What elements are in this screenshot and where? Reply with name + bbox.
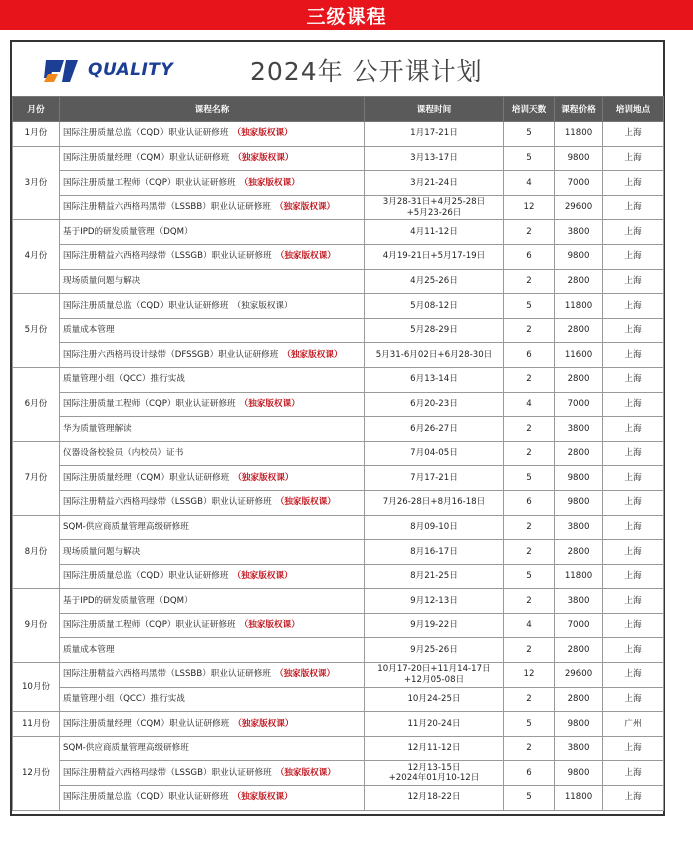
course-name-cell: [60, 417, 365, 442]
course-price-cell: 3800: [555, 589, 603, 614]
training-location-cell: 上海: [603, 540, 664, 565]
training-days-cell: 6: [504, 244, 555, 269]
table-row: [13, 343, 664, 368]
course-price-cell: 3800: [555, 417, 603, 442]
course-name-cell: [60, 663, 365, 688]
course-name: 质量成本管理: [63, 325, 115, 336]
training-days-cell: 2: [504, 318, 555, 343]
training-days-cell: 2: [504, 367, 555, 392]
course-name: 仪器设备校验员（内校员）证书: [63, 448, 184, 459]
training-days-cell: 5: [504, 564, 555, 589]
course-name: 国际注册质量经理（CQM）职业认证研修班: [63, 472, 230, 483]
training-days-cell: 6: [504, 490, 555, 515]
training-days-cell: 2: [504, 638, 555, 663]
course-name: 国际注册质量工程师（CQP）职业认证研修班: [63, 398, 236, 409]
training-days-cell: 5: [504, 294, 555, 319]
training-location-cell: 上海: [603, 589, 664, 614]
month-cell: 10月份: [13, 663, 60, 712]
training-days-cell: 5: [504, 146, 555, 171]
training-days-cell: 12: [504, 195, 555, 220]
course-name-cell: [60, 294, 365, 319]
course-price-cell: 3800: [555, 736, 603, 761]
training-location-cell: 上海: [603, 564, 664, 589]
sheet-header: [12, 42, 663, 96]
course-price-cell: 2800: [555, 540, 603, 565]
month-cell: 5月份: [13, 294, 60, 368]
column-header-time: 课程时间: [365, 97, 504, 122]
training-location-cell: 上海: [603, 736, 664, 761]
banner-title: 三级课程: [306, 5, 387, 28]
training-days-cell: 6: [504, 343, 555, 368]
course-time-cell: 5月08-12日: [365, 294, 504, 319]
exclusive-tag: （独家版权课）: [275, 497, 336, 508]
training-location-cell: 上海: [603, 171, 664, 196]
course-name: 华为质量管理解读: [63, 423, 132, 434]
course-name: 国际注册质量工程师（CQP）职业认证研修班: [63, 620, 236, 631]
course-name: 国际注册六西格玛设计绿带（DFSSGB）职业认证研修班: [63, 349, 279, 360]
training-location-cell: 上海: [603, 786, 664, 811]
course-name: 基于IPD的研发质量管理（DQM）: [63, 595, 193, 606]
course-name-cell: [60, 540, 365, 565]
column-header-month: 月份: [13, 97, 60, 122]
month-cell: 1月份: [13, 122, 60, 147]
course-time-cell: 9月19-22日: [365, 613, 504, 638]
month-cell: 3月份: [13, 146, 60, 220]
table-row: [13, 540, 664, 565]
course-name-cell: [60, 122, 365, 147]
table-row: [13, 712, 664, 737]
training-location-cell: 广州: [603, 712, 664, 737]
course-name: 国际注册精益六西格玛绿带（LSSGB）职业认证研修班: [63, 497, 272, 508]
table-header-row: [13, 97, 664, 122]
course-price-cell: 2800: [555, 318, 603, 343]
course-price-cell: 11800: [555, 786, 603, 811]
course-name: SQM-供应商质量管理高级研修班: [63, 743, 189, 754]
course-time-cell: 3月13-17日: [365, 146, 504, 171]
month-cell: 4月份: [13, 220, 60, 294]
training-location-cell: 上海: [603, 613, 664, 638]
course-name: 现场质量问题与解决: [63, 275, 141, 286]
course-time-cell: 6月26-27日: [365, 417, 504, 442]
course-price-cell: 7000: [555, 171, 603, 196]
course-price-cell: 3800: [555, 515, 603, 540]
exclusive-tag: （独家版权课）: [275, 767, 336, 778]
course-time-cell: 3月21-24日: [365, 171, 504, 196]
course-time-cell: 7月04-05日: [365, 441, 504, 466]
training-days-cell: 2: [504, 417, 555, 442]
month-cell: 7月份: [13, 441, 60, 515]
course-name: 国际注册精益六西格玛绿带（LSSGB）职业认证研修班: [63, 251, 272, 262]
training-location-cell: 上海: [603, 146, 664, 171]
training-location-cell: 上海: [603, 515, 664, 540]
training-location-cell: 上海: [603, 638, 664, 663]
training-days-cell: 5: [504, 712, 555, 737]
page-title: 2024年 公开课计划: [250, 57, 483, 86]
course-time-cell: 8月16-17日: [365, 540, 504, 565]
column-header-course: 课程名称: [60, 97, 365, 122]
month-cell: 11月份: [13, 712, 60, 737]
course-name-cell: [60, 490, 365, 515]
table-row: [13, 294, 664, 319]
table-row: [13, 687, 664, 712]
course-name: SQM-供应商质量管理高级研修班: [63, 521, 189, 532]
exclusive-tag: （独家版权课）: [275, 251, 336, 262]
course-name: 国际注册质量总监（CQD）职业认证研修班: [63, 300, 229, 311]
training-location-cell: 上海: [603, 663, 664, 688]
course-time-cell: 8月09-10日: [365, 515, 504, 540]
table-row: [13, 663, 664, 688]
table-row: [13, 564, 664, 589]
course-price-cell: 11800: [555, 294, 603, 319]
company-logo: [42, 56, 173, 84]
course-time-cell: 5月28-29日: [365, 318, 504, 343]
training-days-cell: 5: [504, 786, 555, 811]
course-name-cell: [60, 786, 365, 811]
course-price-cell: 2800: [555, 367, 603, 392]
course-price-cell: 7000: [555, 392, 603, 417]
course-name-cell: [60, 220, 365, 245]
training-location-cell: 上海: [603, 417, 664, 442]
course-name-cell: [60, 712, 365, 737]
course-name-cell: [60, 171, 365, 196]
training-days-cell: 2: [504, 220, 555, 245]
course-name: 国际注册质量总监（CQD）职业认证研修班: [63, 792, 229, 803]
table-row: [13, 466, 664, 491]
course-time-cell: 9月25-26日: [365, 638, 504, 663]
training-days-cell: 12: [504, 663, 555, 688]
course-name-cell: [60, 761, 365, 786]
course-name-cell: [60, 392, 365, 417]
course-name-cell: [60, 613, 365, 638]
course-time-cell: 6月13-14日: [365, 367, 504, 392]
table-row: [13, 318, 664, 343]
table-row: [13, 392, 664, 417]
course-time-cell: 10月24-25日: [365, 687, 504, 712]
month-cell: 6月份: [13, 367, 60, 441]
month-cell: 12月份: [13, 736, 60, 810]
course-time-cell: 10月17-20日+11月14-17日 +12月05-08日: [365, 663, 504, 688]
table-row: [13, 417, 664, 442]
course-name: 质量成本管理: [63, 644, 115, 655]
course-name: 国际注册质量工程师（CQP）职业认证研修班: [63, 177, 236, 188]
course-name-cell: [60, 589, 365, 614]
logo-mark-icon: [42, 56, 84, 84]
course-name-cell: [60, 466, 365, 491]
exclusive-tag: （独家版权课）: [232, 571, 293, 582]
table-row: [13, 736, 664, 761]
course-time-cell: 6月20-23日: [365, 392, 504, 417]
training-days-cell: 4: [504, 392, 555, 417]
course-price-cell: 2800: [555, 441, 603, 466]
course-schedule-table: [12, 96, 664, 811]
course-name-cell: [60, 318, 365, 343]
column-header-days: 培训天数: [504, 97, 555, 122]
course-time-cell: 12月18-22日: [365, 786, 504, 811]
course-name: 国际注册质量经理（CQM）职业认证研修班: [63, 718, 230, 729]
course-price-cell: 3800: [555, 220, 603, 245]
course-time-cell: 3月28-31日+4月25-28日 +5月23-26日: [365, 195, 504, 220]
exclusive-tag: （独家版权课）: [233, 472, 294, 483]
training-days-cell: 2: [504, 736, 555, 761]
course-price-cell: 9800: [555, 466, 603, 491]
course-time-cell: 8月21-25日: [365, 564, 504, 589]
training-days-cell: 2: [504, 589, 555, 614]
month-cell: 8月份: [13, 515, 60, 589]
table-row: [13, 122, 664, 147]
course-time-cell: 11月20-24日: [365, 712, 504, 737]
course-name: 国际注册质量总监（CQD）职业认证研修班: [63, 128, 229, 139]
course-name: 国际注册精益六西格玛黑带（LSSBB）职业认证研修班: [63, 202, 271, 213]
course-time-cell: 7月26-28日+8月16-18日: [365, 490, 504, 515]
training-location-cell: 上海: [603, 122, 664, 147]
table-row: [13, 171, 664, 196]
training-days-cell: 5: [504, 122, 555, 147]
exclusive-tag: （独家版权课）: [274, 669, 336, 680]
course-name: 国际注册质量经理（CQM）职业认证研修班: [63, 153, 230, 164]
course-time-cell: 4月25-26日: [365, 269, 504, 294]
course-name-cell: [60, 146, 365, 171]
exclusive-tag: （独家版权课）: [239, 177, 300, 188]
course-name: 质量管理小组（QCC）推行实战: [63, 374, 185, 385]
course-name: 国际注册精益六西格玛绿带（LSSGB）职业认证研修班: [63, 767, 272, 778]
course-price-cell: 9800: [555, 244, 603, 269]
schedule-sheet: [10, 40, 665, 816]
course-name: 现场质量问题与解决: [63, 546, 141, 557]
top-banner: [0, 0, 693, 30]
course-name-cell: [60, 367, 365, 392]
table-row: [13, 269, 664, 294]
exclusive-tag: （独家版权课）: [233, 153, 294, 164]
course-price-cell: 2800: [555, 687, 603, 712]
course-name: 国际注册质量总监（CQD）职业认证研修班: [63, 571, 229, 582]
training-location-cell: 上海: [603, 761, 664, 786]
training-location-cell: 上海: [603, 318, 664, 343]
training-days-cell: 4: [504, 171, 555, 196]
training-location-cell: 上海: [603, 244, 664, 269]
course-name-cell: [60, 515, 365, 540]
course-time-cell: 9月12-13日: [365, 589, 504, 614]
course-time-cell: 1月17-21日: [365, 122, 504, 147]
column-header-location: 培训地点: [603, 97, 664, 122]
column-header-price: 课程价格: [555, 97, 603, 122]
course-price-cell: 29600: [555, 663, 603, 688]
table-row: [13, 613, 664, 638]
course-name: 基于IPD的研发质量管理（DQM）: [63, 226, 193, 237]
table-row: [13, 490, 664, 515]
course-price-cell: 9800: [555, 146, 603, 171]
course-price-cell: 11800: [555, 122, 603, 147]
table-row: [13, 761, 664, 786]
course-price-cell: 11600: [555, 343, 603, 368]
course-name: 国际注册精益六西格玛黑带（LSSBB）职业认证研修班: [63, 669, 271, 680]
course-name-cell: [60, 244, 365, 269]
table-row: [13, 589, 664, 614]
exclusive-tag: （独家版权课）: [274, 202, 336, 213]
training-days-cell: 5: [504, 466, 555, 491]
training-location-cell: 上海: [603, 343, 664, 368]
table-row: [13, 638, 664, 663]
table-row: [13, 146, 664, 171]
table-row: [13, 244, 664, 269]
training-location-cell: 上海: [603, 367, 664, 392]
table-body: [13, 122, 664, 811]
training-days-cell: 2: [504, 540, 555, 565]
table-row: [13, 195, 664, 220]
training-days-cell: 4: [504, 613, 555, 638]
exclusive-tag: （独家版权课）: [232, 128, 293, 139]
exclusive-tag: （独家版权课）: [232, 300, 293, 311]
training-location-cell: 上海: [603, 269, 664, 294]
training-location-cell: 上海: [603, 490, 664, 515]
logo-text: QUALITY: [88, 60, 174, 80]
course-name-cell: [60, 343, 365, 368]
table-row: [13, 441, 664, 466]
course-time-cell: 4月11-12日: [365, 220, 504, 245]
course-price-cell: 29600: [555, 195, 603, 220]
course-name-cell: [60, 195, 365, 220]
course-price-cell: 2800: [555, 638, 603, 663]
table-row: [13, 786, 664, 811]
course-price-cell: 7000: [555, 613, 603, 638]
course-price-cell: 9800: [555, 490, 603, 515]
course-name-cell: [60, 441, 365, 466]
training-location-cell: 上海: [603, 687, 664, 712]
course-time-cell: 5月31-6月02日+6月28-30日: [365, 343, 504, 368]
table-row: [13, 367, 664, 392]
training-days-cell: 2: [504, 441, 555, 466]
table-row: [13, 515, 664, 540]
course-name-cell: [60, 736, 365, 761]
course-name-cell: [60, 687, 365, 712]
exclusive-tag: （独家版权课）: [239, 398, 300, 409]
training-days-cell: 2: [504, 515, 555, 540]
training-location-cell: 上海: [603, 392, 664, 417]
course-time-cell: 12月11-12日: [365, 736, 504, 761]
training-location-cell: 上海: [603, 294, 664, 319]
month-cell: 9月份: [13, 589, 60, 663]
training-location-cell: 上海: [603, 441, 664, 466]
course-time-cell: 12月13-15日 +2024年01月10-12日: [365, 761, 504, 786]
course-name-cell: [60, 564, 365, 589]
course-price-cell: 9800: [555, 712, 603, 737]
exclusive-tag: （独家版权课）: [282, 349, 343, 360]
training-location-cell: 上海: [603, 195, 664, 220]
exclusive-tag: （独家版权课）: [239, 620, 300, 631]
exclusive-tag: （独家版权课）: [233, 718, 294, 729]
course-name: 质量管理小组（QCC）推行实战: [63, 694, 185, 705]
training-location-cell: 上海: [603, 220, 664, 245]
training-location-cell: 上海: [603, 466, 664, 491]
course-price-cell: 9800: [555, 761, 603, 786]
training-days-cell: 2: [504, 269, 555, 294]
training-days-cell: 2: [504, 687, 555, 712]
training-days-cell: 6: [504, 761, 555, 786]
course-price-cell: 11800: [555, 564, 603, 589]
table-row: [13, 220, 664, 245]
course-name-cell: [60, 269, 365, 294]
course-time-cell: 4月19-21日+5月17-19日: [365, 244, 504, 269]
course-name-cell: [60, 638, 365, 663]
exclusive-tag: （独家版权课）: [232, 792, 293, 803]
course-time-cell: 7月17-21日: [365, 466, 504, 491]
course-price-cell: 2800: [555, 269, 603, 294]
